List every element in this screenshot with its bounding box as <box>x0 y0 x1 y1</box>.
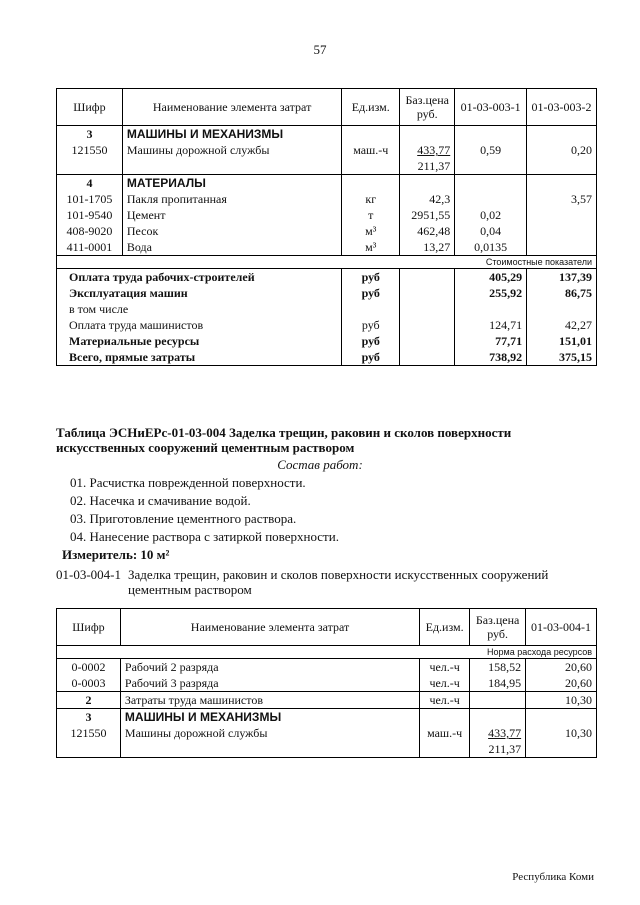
col-code-header: Шифр <box>57 609 121 646</box>
row-value-1: 20,60 <box>526 659 597 676</box>
row-unit: м³ <box>342 223 400 239</box>
cost-value-1: 77,71 <box>455 333 527 349</box>
cost-unit: руб <box>342 333 400 349</box>
cost-row <box>57 301 597 317</box>
cost-row <box>57 333 597 349</box>
row-name: Рабочий 2 разряда <box>120 659 419 676</box>
row-value-1: 10,30 <box>526 725 597 758</box>
row-name: Машины дорожной службы <box>120 725 419 758</box>
work-item: 02. Насечка и смачивание водой. <box>70 493 251 508</box>
row-price: 433,77 211,37 <box>400 142 455 175</box>
row-value-1 <box>455 191 527 207</box>
table-row <box>57 223 597 239</box>
cost-value-1: 255,92 <box>455 285 527 301</box>
col-price-header: Баз.цена руб. <box>400 89 455 126</box>
cost-caption: Стоимостные показатели <box>57 256 597 269</box>
cost-value-1: 124,71 <box>455 317 527 333</box>
col-name-header: Наименование элемента затрат <box>120 609 419 646</box>
row-price: 13,27 <box>400 239 455 256</box>
cost-name: Материальные ресурсы <box>69 334 200 348</box>
section-row <box>57 709 597 726</box>
cost-value-2: 151,01 <box>527 333 597 349</box>
row-value-2: 3,57 <box>527 191 597 207</box>
row-price: 42,3 <box>400 191 455 207</box>
row-value-1: 0,0135 <box>455 239 527 256</box>
row-code: 121550 <box>71 143 108 157</box>
cost-value-2: 137,39 <box>527 269 597 286</box>
row-name: Рабочий 3 разряда <box>120 675 419 692</box>
section-title: Затраты труда машинистов <box>120 692 419 709</box>
cost-unit: руб <box>342 349 400 366</box>
page-number: 57 <box>313 42 327 57</box>
row-code: 0-0002 <box>71 660 106 674</box>
row-code: 408-9020 <box>66 224 113 238</box>
table-row <box>57 191 597 207</box>
section-number: 3 <box>57 709 121 726</box>
section-number: 2 <box>57 692 121 709</box>
item-description-line-1: Заделка трещин, раковин и сколов поверхности искусственных сооружений <box>128 567 549 582</box>
col-003-1-header: 01-03-003-1 <box>455 89 527 126</box>
row-value-1: 20,60 <box>526 675 597 692</box>
row-unit: м³ <box>342 239 400 256</box>
row-code: 0-0003 <box>71 676 106 690</box>
work-item: 04. Нанесение раствора с затиркой поверхности. <box>70 529 339 544</box>
cost-name: Оплата труда рабочих-строителей <box>69 270 255 284</box>
col-004-1-header: 01-03-004-1 <box>526 609 597 646</box>
table-row <box>57 725 597 758</box>
section-title: МАШИНЫ И МЕХАНИЗМЫ <box>120 709 419 726</box>
table-row <box>57 675 597 692</box>
row-name: Машины дорожной службы <box>122 142 341 175</box>
cost-name: Оплата труда машинистов <box>69 318 204 332</box>
cost-value-2: 42,27 <box>527 317 597 333</box>
col-003-2-header: 01-03-003-2 <box>527 89 597 126</box>
col-code-header: Шифр <box>57 89 123 126</box>
row-price: 184,95 <box>470 675 526 692</box>
row-name: Вода <box>122 239 341 256</box>
cost-row <box>57 317 597 333</box>
row-unit: чел.-ч <box>420 675 470 692</box>
cost-name: Всего, прямые затраты <box>69 350 196 364</box>
section-number: 4 <box>57 175 123 192</box>
row-value-2 <box>527 223 597 239</box>
cost-value-1: 405,29 <box>455 269 527 286</box>
table-row <box>57 659 597 676</box>
row-code: 101-1705 <box>66 192 113 206</box>
item-description-line-2: цементным раствором <box>128 582 252 597</box>
row-unit: маш.-ч <box>342 142 400 175</box>
row-value-2 <box>527 239 597 256</box>
item-code: 01-03-004-1 <box>56 567 121 582</box>
row-name: Пакля пропитанная <box>122 191 341 207</box>
row-price: 2951,55 <box>400 207 455 223</box>
cost-name: Эксплуатация машин <box>69 286 188 300</box>
cost-row <box>57 349 597 366</box>
col-unit-header: Ед.изм. <box>342 89 400 126</box>
col-price-header: Баз.цена руб. <box>470 609 526 646</box>
table-title-line-1: Таблица ЭСНиЕРс-01-03-004 Заделка трещин, раковин и сколов поверхности <box>56 425 512 440</box>
work-item: 03. Приготовление цементного раствора. <box>70 511 297 526</box>
work-item: 01. Расчистка поврежденной поверхности. <box>70 475 306 490</box>
row-name: Песок <box>122 223 341 239</box>
section-row <box>57 692 597 709</box>
cost-value-1: 738,92 <box>455 349 527 366</box>
cost-row <box>57 269 597 286</box>
works-caption: Состав работ: <box>277 457 363 472</box>
row-unit: кг <box>342 191 400 207</box>
measure: Измеритель: 10 м² <box>62 547 170 562</box>
resources-table-004 <box>56 608 597 758</box>
row-code: 101-9540 <box>66 208 113 222</box>
table-title-line-2: искусственных сооружений цементным раствором <box>56 440 355 455</box>
row-price: 158,52 <box>470 659 526 676</box>
cost-value-2: 375,15 <box>527 349 597 366</box>
row-unit: маш.-ч <box>420 725 470 758</box>
row-unit: чел.-ч <box>420 659 470 676</box>
table-row <box>57 142 597 175</box>
row-price: 462,48 <box>400 223 455 239</box>
table-row <box>57 207 597 223</box>
cost-unit: руб <box>342 317 400 333</box>
row-price: 433,77 211,37 <box>470 725 526 758</box>
col-name-header: Наименование элемента затрат <box>122 89 341 126</box>
cost-value-2: 86,75 <box>527 285 597 301</box>
row-name: Цемент <box>122 207 341 223</box>
table-header-row <box>57 89 597 126</box>
cost-name: в том числе <box>69 302 129 316</box>
row-value-1: 0,04 <box>455 223 527 239</box>
norm-caption-row <box>57 646 597 659</box>
row-value-2: 0,20 <box>527 142 597 175</box>
row-value-1: 10,30 <box>526 692 597 709</box>
cost-caption-row <box>57 256 597 269</box>
cost-row <box>57 285 597 301</box>
table-header-row <box>57 609 597 646</box>
row-unit: чел.-ч <box>420 692 470 709</box>
section-row <box>57 175 597 192</box>
row-value-1: 0,59 <box>455 142 527 175</box>
row-code: 121550 <box>70 726 107 740</box>
section-title: МАШИНЫ И МЕХАНИЗМЫ <box>122 126 341 143</box>
table-row <box>57 239 597 256</box>
row-unit: т <box>342 207 400 223</box>
cost-unit: руб <box>342 285 400 301</box>
section-row <box>57 126 597 143</box>
norm-caption: Норма расхода ресурсов <box>57 646 597 659</box>
footer-region: Республика Коми <box>512 871 594 883</box>
section-number: 3 <box>86 127 93 141</box>
cost-unit: руб <box>342 269 400 286</box>
resources-table-003 <box>56 88 597 366</box>
section-title: МАТЕРИАЛЫ <box>122 175 341 192</box>
col-unit-header: Ед.изм. <box>420 609 470 646</box>
row-value-2 <box>527 207 597 223</box>
row-value-1: 0,02 <box>455 207 527 223</box>
row-code: 411-0001 <box>66 240 113 254</box>
